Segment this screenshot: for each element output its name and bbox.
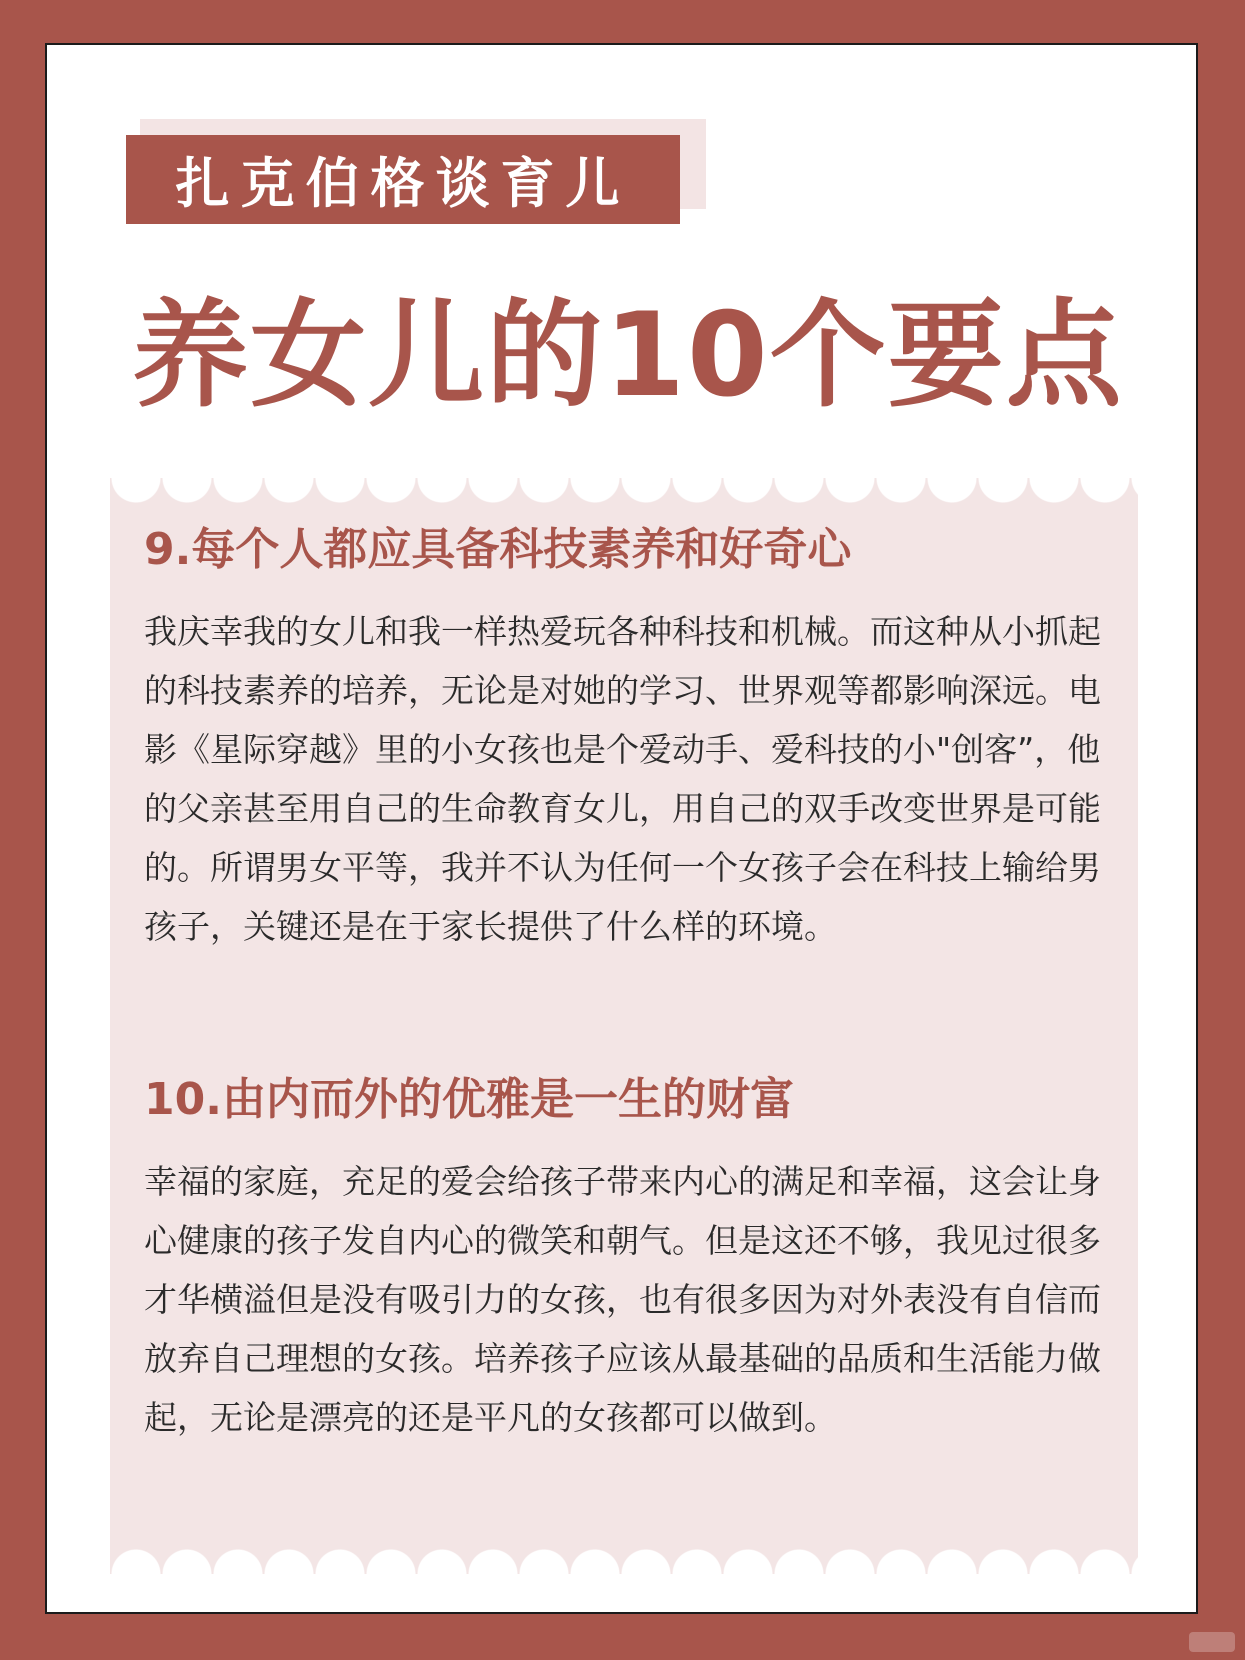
page-title: 养女儿的10个要点 <box>132 288 1124 423</box>
watermark-logo <box>1189 1632 1235 1652</box>
section-body: 幸福的家庭，充足的爱会给孩子带来内心的满足和幸福，这会让身心健康的孩子发自内心的微笑和朝气。但是这还不够，我见过很多才华横溢但是没有吸引力的女孩，也有很多因为对外表没有自信而放弃自己理想的女孩。培养孩子应该从最基础的品质和生活能力做起，无论是漂亮的还是平凡的女孩都可以做到。 <box>144 1162 1101 1437</box>
scallop-edge-top <box>110 478 1138 506</box>
section-heading: 9.每个人都应具备科技素养和好奇心 <box>144 524 852 575</box>
section-heading: 10.由内而外的优雅是一生的财富 <box>144 1074 794 1125</box>
header-tag <box>126 135 680 224</box>
header-tag-label: 扎克伯格谈育儿 <box>175 152 631 215</box>
scallop-edge-bottom <box>110 1546 1138 1574</box>
section-point-9 <box>144 518 1104 956</box>
section-body: 我庆幸我的女儿和我一样热爱玩各种科技和机械。而这种从小抓起的科技素养的培养，无论是对她的学习、世界观等都影响深远。电影《星际穿越》里的小女孩也是个爱动手、爱科技的小"创客”，他的父亲甚至用自己的生命教育女儿，用自己的双手改变世界是可能的。所谓男女平等，我并不认为任何一个女孩子会在科技上输给男孩子，关键还是在于家长提供了什么样的环境。 <box>144 612 1101 946</box>
section-point-10 <box>144 1068 1104 1447</box>
